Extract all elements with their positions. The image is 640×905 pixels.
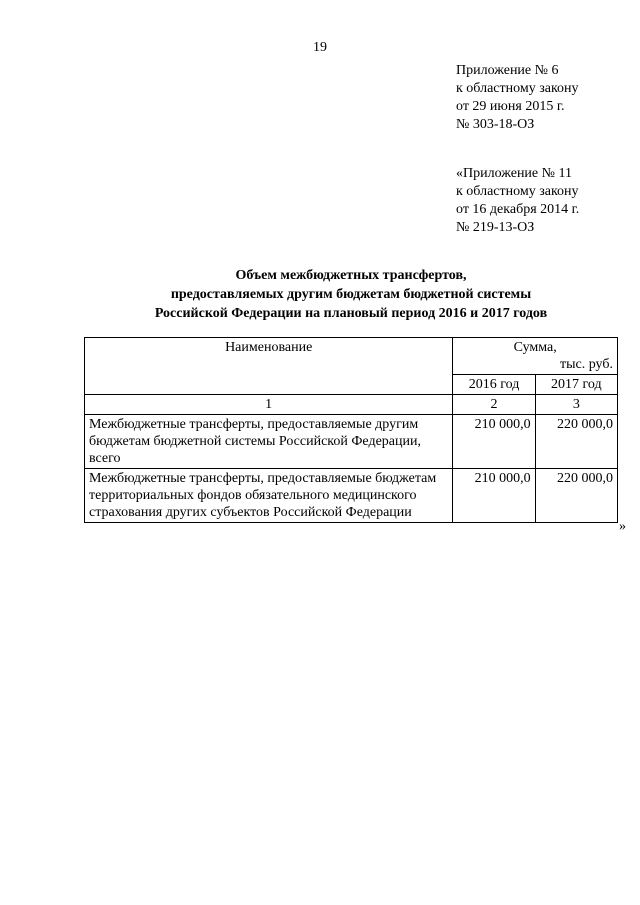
table-colnum-row <box>85 395 618 415</box>
page-number: 19 <box>313 40 327 55</box>
column-number: 2 <box>453 395 535 415</box>
appendix-number: № 219-13-ОЗ <box>456 220 535 235</box>
row-value-2017: 220 000,0 <box>535 415 617 469</box>
header-sum-label: Сумма, <box>513 340 557 355</box>
appendix-law-ref: к областному закону <box>456 81 579 96</box>
header-year-2016: 2016 год <box>453 375 535 395</box>
column-number: 3 <box>535 395 617 415</box>
title-line: Российской Федерации на плановый период 2016 и 2017 годов <box>154 306 548 321</box>
column-number: 1 <box>85 395 453 415</box>
title-line: Объем межбюджетных трансфертов, <box>235 268 467 283</box>
appendix-reference-amended <box>456 165 579 237</box>
row-value-2017: 220 000,0 <box>535 469 617 523</box>
appendix-date: от 29 июня 2015 г. <box>456 99 565 114</box>
row-name: Межбюджетные трансферты, предоставляемые бюджетам территориальных фондов обязательного медицинского страхования других субъектов Российской Федерации <box>85 469 453 523</box>
header-sum-unit: тыс. руб. <box>560 357 613 372</box>
appendix-law-ref: к областному закону <box>456 184 579 199</box>
document-title <box>84 266 618 323</box>
header-name: Наименование <box>85 338 453 395</box>
appendix-reference-current <box>456 62 579 134</box>
row-name: Межбюджетные трансферты, предоставляемые другим бюджетам бюджетной системы Российской Федерации, всего <box>85 415 453 469</box>
closing-quote: » <box>619 519 626 534</box>
title-line: предоставляемых другим бюджетам бюджетной системы <box>170 287 532 302</box>
appendix-title: Приложение № 6 <box>456 63 559 78</box>
table-header-row <box>85 338 618 375</box>
transfers-table <box>84 337 618 523</box>
appendix-title: «Приложение № 11 <box>456 166 572 181</box>
table-row <box>85 469 618 523</box>
row-value-2016: 210 000,0 <box>453 469 535 523</box>
header-sum <box>453 338 618 375</box>
row-value-2016: 210 000,0 <box>453 415 535 469</box>
appendix-date: от 16 декабря 2014 г. <box>456 202 580 217</box>
table-row <box>85 415 618 469</box>
appendix-number: № 303-18-ОЗ <box>456 117 535 132</box>
header-year-2017: 2017 год <box>535 375 617 395</box>
